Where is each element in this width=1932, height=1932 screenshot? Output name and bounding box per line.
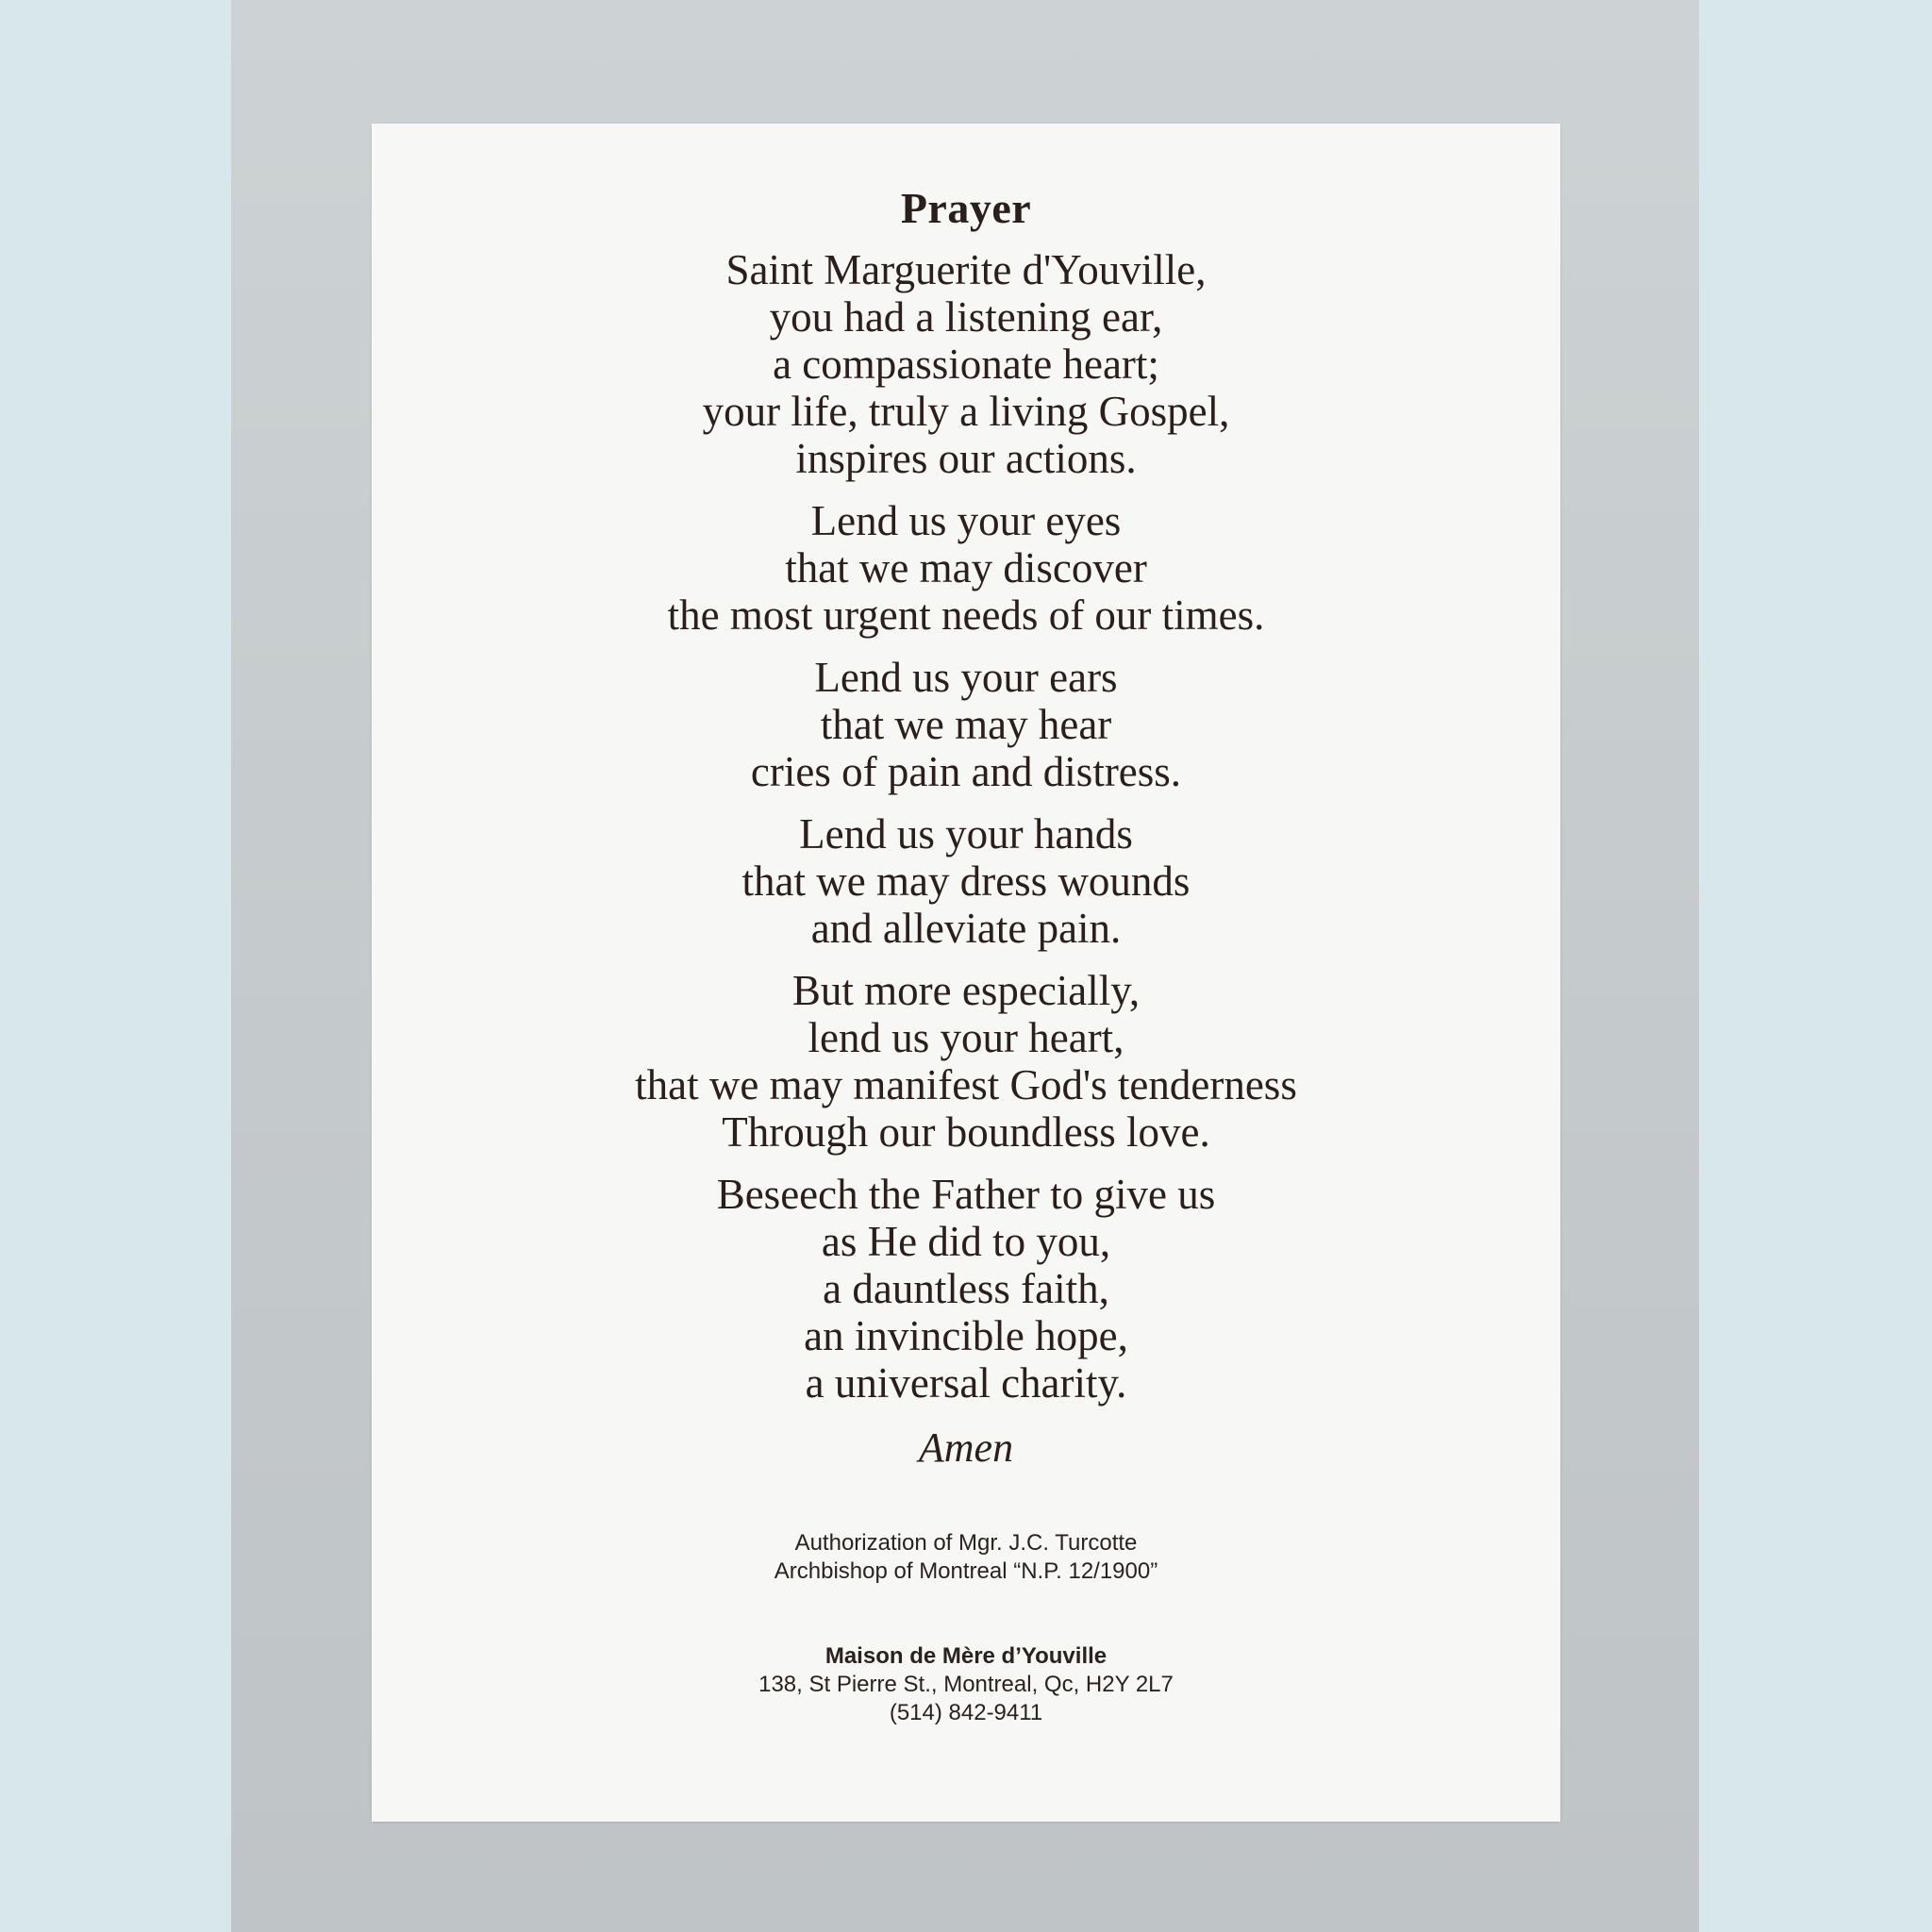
stanza-line: Lend us your ears	[814, 654, 1118, 701]
stanza-line: that we may dress wounds	[741, 858, 1191, 905]
stanza-line: that we may manifest God's tenderness	[635, 1061, 1297, 1108]
stanza-line: a dauntless faith,	[823, 1265, 1109, 1312]
amen-closing: Amen	[918, 1424, 1014, 1471]
stanza-line: an invincible hope,	[804, 1312, 1128, 1359]
stanza-line: But more especially,	[791, 967, 1141, 1014]
stanza-line: Lend us your hands	[799, 810, 1133, 858]
stanza-line: a compassionate heart;	[773, 341, 1159, 388]
stanza-line: your life, truly a living Gospel,	[702, 388, 1230, 435]
publisher-address: 138, St Pierre St., Montreal, Qc, H2Y 2L7	[758, 1672, 1174, 1697]
stanza-line: that we may hear	[820, 701, 1112, 748]
authorization-line: Archbishop of Montreal “N.P. 12/1900”	[774, 1558, 1158, 1584]
stanza-1	[372, 246, 1560, 482]
stanza-line: Through our boundless love.	[722, 1108, 1210, 1156]
stanza-line: and alleviate pain.	[810, 905, 1122, 952]
stanza-line: as He did to you,	[821, 1218, 1111, 1265]
stanza-2	[372, 497, 1560, 639]
prayer-content	[372, 180, 1560, 1727]
stanza-line: the most urgent needs of our times.	[667, 591, 1265, 639]
publisher-name: Maison de Mère d’Youville	[824, 1643, 1108, 1669]
stanza-line: lend us your heart,	[808, 1014, 1124, 1061]
stanza-line: Beseech the Father to give us	[716, 1171, 1216, 1218]
authorization-line: Authorization of Mgr. J.C. Turcotte	[794, 1530, 1138, 1556]
stanza-line: you had a listening ear,	[769, 293, 1163, 341]
stanza-3	[372, 654, 1560, 795]
stanza-line: inspires our actions.	[795, 435, 1137, 482]
stanza-line: cries of pain and distress.	[750, 748, 1182, 795]
stanza-line: Lend us your eyes	[810, 497, 1122, 544]
authorization-note	[372, 1529, 1560, 1586]
publisher-phone: (514) 842-9411	[889, 1700, 1043, 1725]
prayer-card	[372, 124, 1560, 1822]
prayer-title: Prayer	[900, 184, 1032, 232]
publisher-block	[372, 1642, 1560, 1727]
stanza-5	[372, 967, 1560, 1156]
stanza-6	[372, 1171, 1560, 1407]
stanza-line: Saint Marguerite d'Youville,	[725, 246, 1207, 293]
stanza-line: that we may discover	[785, 544, 1147, 591]
stanza-line: a universal charity.	[805, 1359, 1127, 1407]
stanza-4	[372, 810, 1560, 952]
